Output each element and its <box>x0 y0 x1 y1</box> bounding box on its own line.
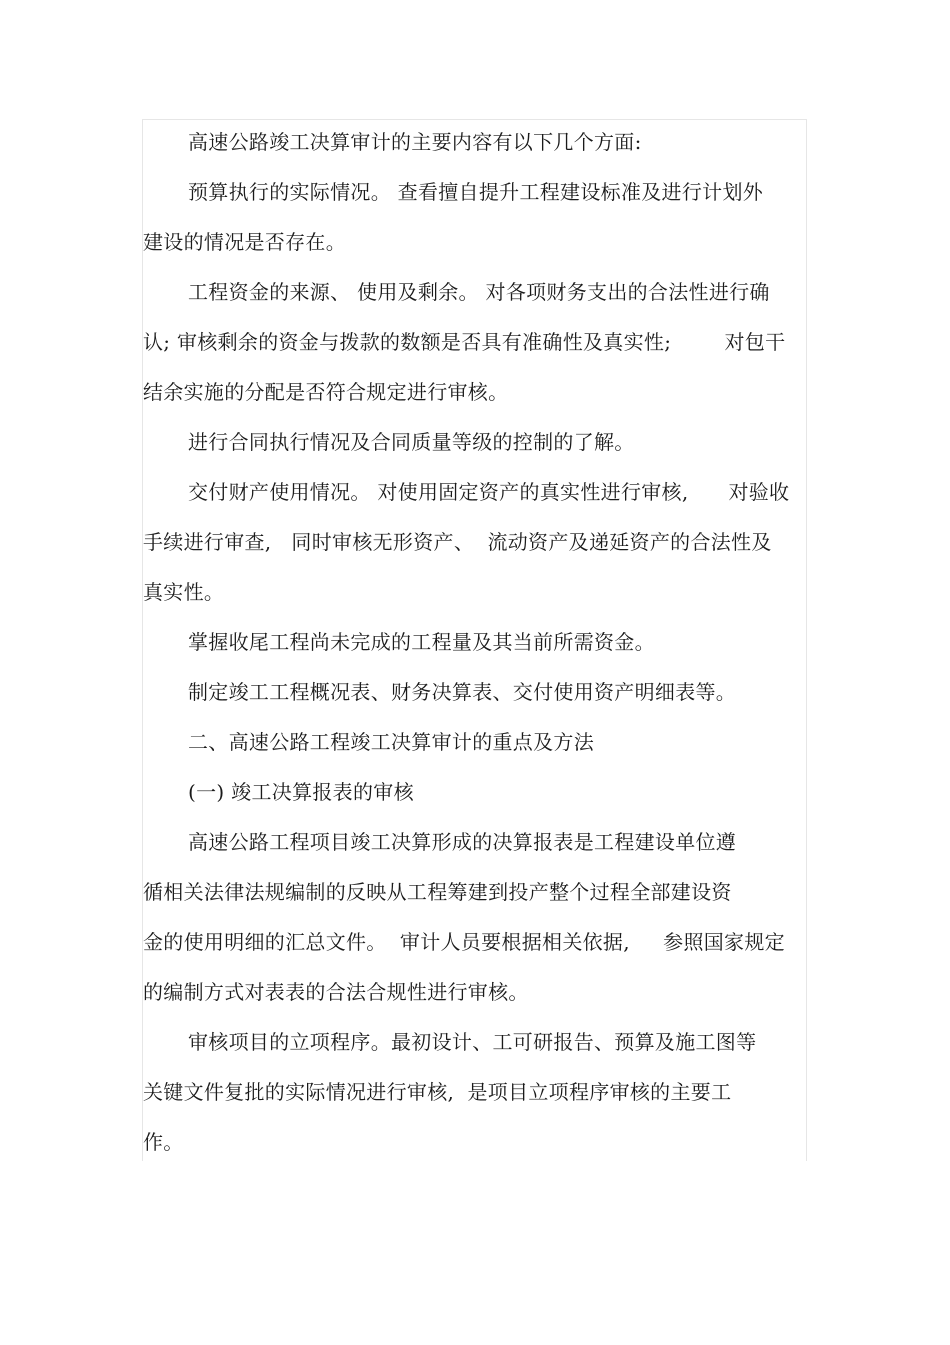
text-line-6: 结余实施的分配是否符合规定进行审核。 <box>143 380 509 404</box>
text-line-9: 手续进行审查, 同时审核无形资产、 流动资产及递延资产的合法性及 <box>143 530 772 554</box>
text-line-2: 预算执行的实际情况。 查看擅自提升工程建设标准及进行计划外 <box>188 180 764 204</box>
text-line-12: 制定竣工工程概况表、财务决算表、交付使用资产明细表等。 <box>188 680 737 704</box>
text-line-3: 建设的情况是否存在。 <box>143 230 346 254</box>
text-line-5: 认; 审核剩余的资金与拨款的数额是否具有准确性及真实性; 对包干 <box>143 330 786 354</box>
text-line-15: 高速公路工程项目竣工决算形成的决算报表是工程建设单位遵 <box>188 830 737 854</box>
text-line-7: 进行合同执行情况及合同质量等级的控制的了解。 <box>188 430 635 454</box>
text-line-18: 的编制方式对表表的合法合规性进行审核。 <box>143 980 529 1004</box>
text-line-21: 作。 <box>143 1130 184 1154</box>
text-line-16: 循相关法律法规编制的反映从工程筹建到投产整个过程全部建设资 <box>143 880 732 904</box>
text-line-4: 工程资金的来源、 使用及剩余。 对各项财务支出的合法性进行确 <box>188 280 770 304</box>
text-line-8: 交付财产使用情况。 对使用固定资产的真实性进行审核, 对验收 <box>188 480 790 504</box>
text-line-19: 审核项目的立项程序。最初设计、工可研报告、预算及施工图等 <box>188 1030 757 1054</box>
section-heading: 二、高速公路工程竣工决算审计的重点及方法 <box>188 730 594 754</box>
text-line-17: 金的使用明细的汇总文件。 审计人员要根据相关依据, 参照国家规定 <box>143 930 785 954</box>
text-line-10: 真实性。 <box>143 580 225 604</box>
text-line-1: 高速公路竣工决算审计的主要内容有以下几个方面: <box>188 130 642 154</box>
text-line-20: 关键文件复批的实际情况进行审核, 是项目立项程序审核的主要工 <box>143 1080 732 1104</box>
text-line-11: 掌握收尾工程尚未完成的工程量及其当前所需资金。 <box>188 630 655 654</box>
subsection-heading: (一) 竣工决算报表的审核 <box>188 780 414 804</box>
